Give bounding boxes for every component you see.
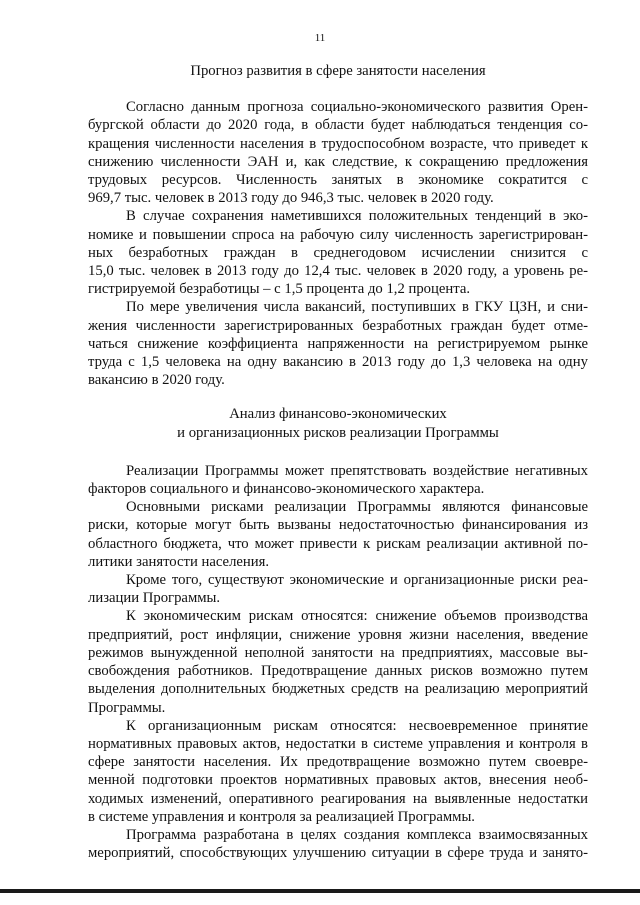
heading-line: Анализ финансово-экономических <box>229 406 447 423</box>
paragraph <box>88 298 588 389</box>
paragraph <box>88 462 588 498</box>
text-line: В случае сохранения наметившихся положительных тенденций в эко- <box>126 208 588 225</box>
text-line: менной подготовки проектов нормативных правовых актов, внесения необ- <box>88 772 588 789</box>
text-line: вакансию в 2020 году. <box>88 372 225 389</box>
text-line: областного бюджета, что может привести к рискам реализации активной по- <box>88 535 588 552</box>
text-line: риски, которые могут быть вызваны недостаточностью финансирования из <box>88 517 588 534</box>
paragraph <box>88 571 588 607</box>
text-line: Согласно данным прогноза социально-экономического развития Орен- <box>126 99 588 116</box>
paragraph <box>88 207 588 298</box>
text-line: К экономическим рискам относятся: снижение объемов производства <box>126 608 588 625</box>
text-line: выделения дополнительных бюджетных средств на реализацию мероприятий <box>88 681 588 698</box>
document-body <box>88 62 588 862</box>
text-line: По мере увеличения числа вакансий, поступивших в ГКУ ЦЗН, и сни- <box>126 299 588 316</box>
text-line: труда с 1,5 человека на одну вакансию в 2013 году до 1,3 человека на одну <box>88 354 588 371</box>
page-number: 11 <box>314 32 326 44</box>
text-line: литики занятости населения. <box>88 553 270 570</box>
paragraph <box>88 498 588 571</box>
text-line: предприятий, рост инфляции, снижение уровня жизни населения, введение <box>88 626 588 643</box>
text-line: в системе управления и контроля за реализацией Программы. <box>88 808 475 825</box>
heading-line: и организационных рисков реализации Программы <box>177 424 499 441</box>
text-line: 15,0 тыс. человек в 2013 году до 12,4 тыс. человек в 2020 году, а уровень ре- <box>88 263 588 280</box>
text-line: свобождения работников. Предотвращение данных рисков возможно путем <box>88 663 588 680</box>
section-heading-employment-forecast <box>88 62 588 80</box>
section-heading-risk-analysis <box>88 405 588 441</box>
paragraph <box>88 717 588 826</box>
text-line: гистрируемой безработицы – с 1,5 процента до 1,2 процента. <box>88 281 471 298</box>
text-line: 969,7 тыс. человек в 2013 году до 946,3 тыс. человек в 2020 году. <box>88 190 494 207</box>
text-line: жения численности зарегистрированных безработных граждан будет отме- <box>88 317 588 334</box>
text-line: Программы. <box>88 699 166 716</box>
text-line: Реализации Программы может препятствовать воздействие негативных <box>126 462 588 479</box>
heading-line: Прогноз развития в сфере занятости населения <box>190 63 486 79</box>
text-line: чаться снижение коэффициента напряженности на регистрируемом рынке <box>88 335 588 352</box>
text-line: режимов вынужденной неполной занятости на предприятиях, массовые вы- <box>88 644 588 661</box>
text-line: нормативных правовых актов, недостатки в системе управления и контроля в <box>88 735 588 752</box>
text-line: трудовых ресурсов. Численность занятых в экономике сократится с <box>88 172 588 189</box>
text-line: бургской области до 2020 года, в области будет наблюдаться тенденция со- <box>88 117 588 134</box>
paragraph <box>88 826 588 862</box>
text-line: Программа разработана в целях создания комплекса взаимосвязанных <box>126 826 588 843</box>
text-line: мероприятий, способствующих улучшению ситуации в сфере труда и занято- <box>88 845 588 862</box>
paragraph <box>88 607 588 716</box>
text-line: Кроме того, существуют экономические и организационные риски реа- <box>126 572 588 589</box>
text-line: сфере занятости населения. Их предотвращение возможно путем своевре- <box>88 754 588 771</box>
text-line: номике и повышении спроса на рабочую силу численность зарегистрирован- <box>88 226 588 243</box>
text-line: снижению численности ЭАН и, как следствие, к сокращению предложения <box>88 153 588 170</box>
text-line: ходимых изменений, оперативного реагирования на выявленные недостатки <box>88 790 588 807</box>
text-line: факторов социального и финансово-экономического характера. <box>88 481 485 498</box>
text-line: ных безработных граждан в среднегодовом исчислении снизится с <box>88 244 588 261</box>
text-line: кращения численности населения в трудоспособном возрасте, что приведет к <box>88 135 588 152</box>
text-line: Основными рисками реализации Программы являются финансовые <box>126 499 588 516</box>
page-bottom-border <box>0 889 640 893</box>
text-line: К организационным рискам относятся: несвоевременное принятие <box>126 717 588 734</box>
text-line: лизации Программы. <box>88 590 221 607</box>
paragraph <box>88 98 588 207</box>
